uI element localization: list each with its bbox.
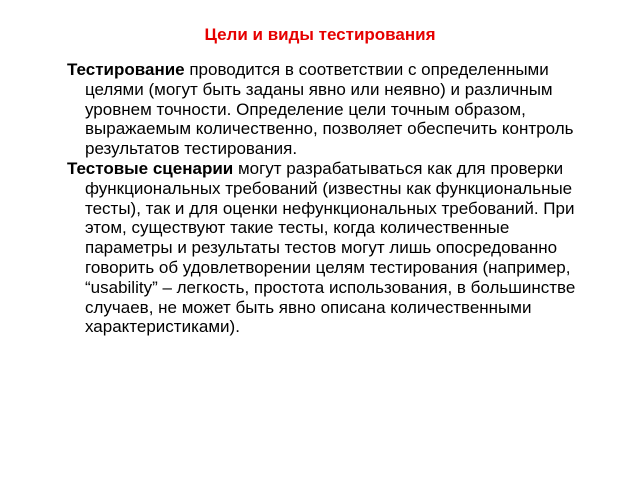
paragraph-test-scenarios-text: могут разрабатываться как для проверки функциональных требований (известны как функциональные тесты), так и для оценки нефункциональных требований. При этом, существуют такие тесты, когда количественные параметры и результаты тестов могут лишь опосредованно говорить об удовлетворении целям тестирования (например, “usability” – легкость, простота использования, в большинстве случаев, не может быть явно описана количественными характеристиками). [85, 158, 576, 337]
paragraph-test-scenarios [67, 159, 595, 337]
paragraph-testing-text: проводится в соответствии с определенными целями (могут быть заданы явно или неявно) и различным уровнем точности. Определение цели точным образом, выражаемым количественно, позволяет обеспечить контроль результатов тестирования. [85, 60, 574, 159]
paragraph-testing [67, 60, 595, 159]
slide-body [67, 60, 595, 337]
slide-title: Цели и виды тестирования [204, 25, 436, 44]
term-test-scenarios: Тестовые сценарии [67, 158, 234, 178]
term-testing: Тестирование [67, 60, 185, 79]
